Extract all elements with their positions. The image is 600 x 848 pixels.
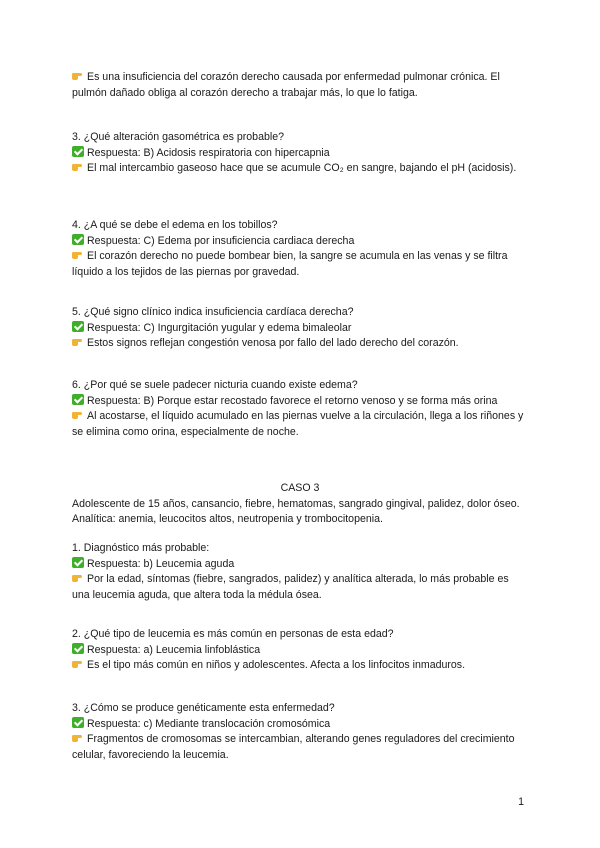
answer-line: Respuesta: B) Acidosis respiratoria con hipercapnia <box>72 146 528 162</box>
question-block <box>72 218 528 280</box>
case-title: CASO 3 <box>280 482 320 494</box>
pointing-hand-icon <box>72 732 84 743</box>
question-block <box>72 541 528 603</box>
explanation-line: Fragmentos de cromosomas se intercambian, alterando genes reguladores del crecimiento celular, favoreciendo la leucemia. <box>72 733 518 761</box>
pointing-hand-icon <box>72 409 84 420</box>
check-mark-icon <box>72 717 84 728</box>
check-mark-icon <box>72 146 84 157</box>
answer-line: Respuesta: C) Ingurgitación yugular y edema bimaleolar <box>72 321 528 337</box>
question-text: 3. ¿Qué alteración gasométrica es probable? <box>72 131 284 143</box>
question-text: 6. ¿Por qué se suele padecer nicturia cuando existe edema? <box>72 379 358 391</box>
check-mark-icon <box>72 643 84 654</box>
explanation-line: Al acostarse, el líquido acumulado en las piernas vuelve a la circulación, llega a los riñones y se elimina como orina, especialmente de noche. <box>72 410 527 438</box>
explanation-line: El corazón derecho no puede bombear bien, la sangre se acumula en las venas y se filtra líquido a los tejidos de las piernas por gravedad. <box>72 250 511 278</box>
question-block <box>72 627 528 674</box>
question-block <box>72 130 528 177</box>
pointing-hand-icon <box>72 70 84 81</box>
check-mark-icon <box>72 321 84 332</box>
question-text: 5. ¿Qué signo clínico indica insuficiencia cardíaca derecha? <box>72 306 354 318</box>
answer-line: Respuesta: B) Porque estar recostado favorece el retorno venoso y se forma más orina <box>72 394 528 410</box>
answer-line: Respuesta: C) Edema por insuficiencia cardiaca derecha <box>72 234 528 250</box>
explanation-line: Es una insuficiencia del corazón derecho causada por enfermedad pulmonar crónica. El pulmón dañado obliga al corazón derecho a trabajar más, lo que lo fatiga. <box>72 71 503 99</box>
pointing-hand-icon <box>72 572 84 583</box>
explanation-line: Por la edad, síntomas (fiebre, sangrados, palidez) y analítica alterada, lo más probable es una leucemia aguda, que altera toda la médula ósea. <box>72 573 512 601</box>
case-description: Adolescente de 15 años, cansancio, fiebre, hematomas, sangrado gingival, palidez, dolor óseo. Analítica: anemia, leucocitos altos, neutropenia y trombocitopenia. <box>72 497 522 526</box>
answer-line: Respuesta: a) Leucemia linfoblástica <box>72 643 528 659</box>
answer-line: Respuesta: b) Leucemia aguda <box>72 557 528 573</box>
case-3-section <box>72 481 528 528</box>
explanation-line: Estos signos reflejan congestión venosa por fallo del lado derecho del corazón. <box>72 336 528 352</box>
question-block <box>72 701 528 763</box>
check-mark-icon <box>72 557 84 568</box>
question-text: 2. ¿Qué tipo de leucemia es más común en personas de esta edad? <box>72 628 394 640</box>
pointing-hand-icon <box>72 336 84 347</box>
question-block <box>72 378 528 440</box>
question-block <box>72 305 528 352</box>
question-text: 4. ¿A qué se debe el edema en los tobillos? <box>72 219 278 231</box>
check-mark-icon <box>72 234 84 245</box>
question-text: 3. ¿Cómo se produce genéticamente esta enfermedad? <box>72 702 335 714</box>
answer-line: Respuesta: c) Mediante translocación cromosómica <box>72 717 528 733</box>
explanation-line: El mal intercambio gaseoso hace que se acumule CO₂ en sangre, bajando el pH (acidosis). <box>72 161 528 177</box>
check-mark-icon <box>72 394 84 405</box>
pointing-hand-icon <box>72 249 84 260</box>
explanation-line: Es el tipo más común en niños y adolescentes. Afecta a los linfocitos inmaduros. <box>72 658 528 674</box>
pointing-hand-icon <box>72 658 84 669</box>
page-number: 1 <box>518 796 524 808</box>
question-text: 1. Diagnóstico más probable: <box>72 542 210 554</box>
pointing-hand-icon <box>72 161 84 172</box>
intro-block <box>72 70 528 101</box>
